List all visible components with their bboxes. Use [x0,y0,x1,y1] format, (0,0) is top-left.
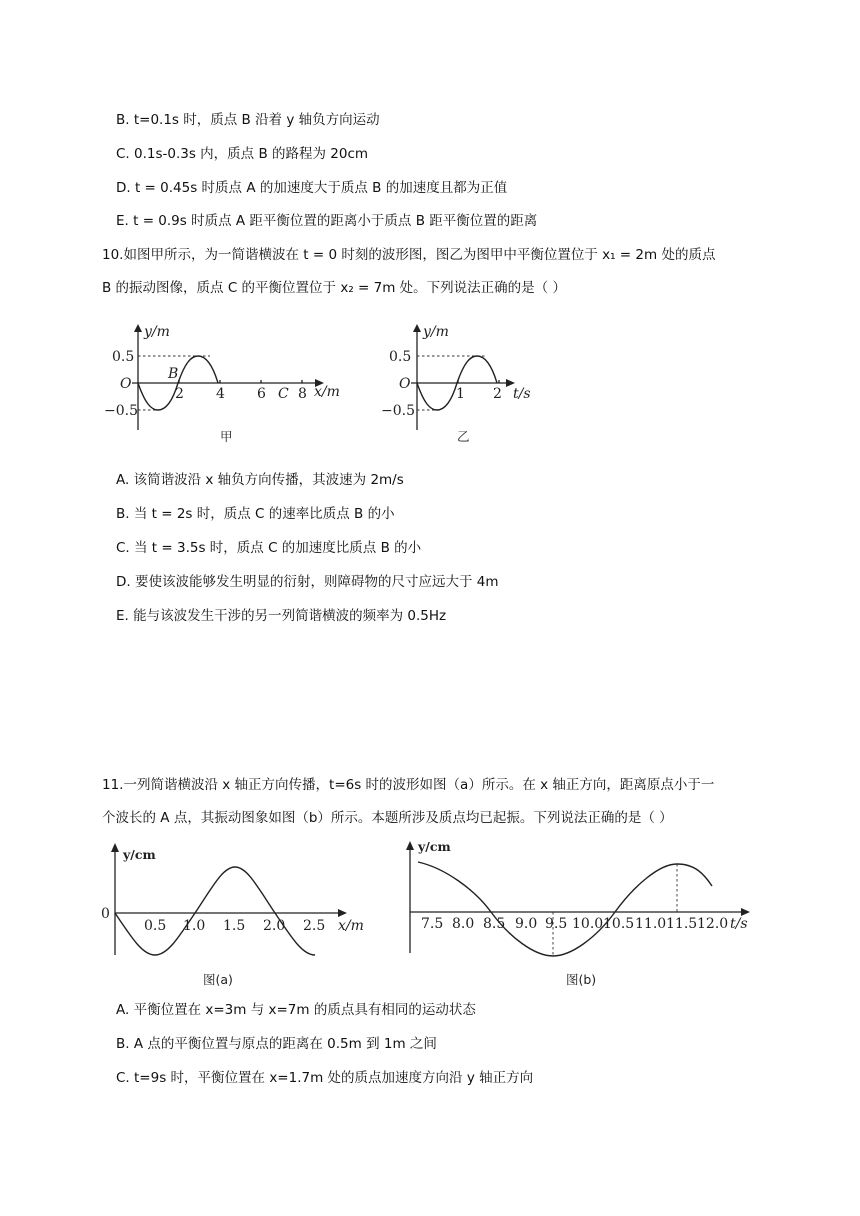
xtick-0-5: 0.5 [144,918,167,934]
y-axis-arrow [134,324,142,332]
ytick-pos: 0.5 [389,349,412,365]
q9-option-b: B. t=0.1s 时，质点 B 沿着 y 轴负方向运动 [116,112,380,128]
xtick-12-0: 12.0 [697,916,729,932]
point-b-label: B [168,366,179,382]
x-axis-arrow [338,909,347,917]
q11-option-c: C. t=9s 时，平衡位置在 x=1.7m 处的质点加速度方向沿 y 轴正方向 [116,1070,534,1086]
q9-option-d: D. t = 0.45s 时质点 A 的加速度大于质点 B 的加速度且都为正值 [116,180,508,196]
q11-option-a: A. 平衡位置在 x=3m 与 x=7m 的质点具有相同的运动状态 [116,1002,476,1018]
q11-option-b: B. A 点的平衡位置与原点的距离在 0.5m 到 1m 之间 [116,1036,437,1052]
q11-stem-line2: 个波长的 A 点，其振动图象如图（b）所示。本题所涉及质点均已起振。下列说法正确的是（ ） [102,810,673,826]
q10-option-a: A. 该简谐波沿 x 轴负方向传播，其波速为 2m/s [116,472,404,488]
x-axis-label: x/m [338,918,364,934]
xtick-9-5: 9.5 [545,916,568,932]
xtick-2-0: 2.0 [263,918,286,934]
y-axis-label: y/cm [418,839,451,854]
y-axis-arrow [111,843,119,852]
q10-stem-line2: B 的振动图像，质点 C 的平衡位置位于 x₂ = 7m 处。下列说法正确的是（ ） [102,280,566,296]
y-axis-label: y/m [144,324,170,340]
q10-option-b: B. 当 t = 2s 时，质点 C 的速率比质点 B 的小 [116,506,395,522]
xtick-2-5: 2.5 [303,918,326,934]
q9-option-c: C. 0.1s-0.3s 内，质点 B 的路程为 20cm [116,146,369,162]
xtick-10-0: 10.0 [572,916,604,932]
xtick-8-5: 8.5 [483,916,506,932]
point-c-label: C [278,386,289,402]
xtick-2: 2 [493,386,502,402]
figure-yi-vibration-graph [375,318,565,448]
figure-a-wave-graph [95,840,365,990]
ytick-pos: 0.5 [112,349,135,365]
q10-stem-line1: 10.如图甲所示，为一简谐横波在 t = 0 时刻的波形图，图乙为图甲中平衡位置位于 x₁ = 2m 处的质点 [102,247,716,263]
q10-option-d: D. 要使该波能够发生明显的衍射，则障碍物的尺寸应远大于 4m [116,574,499,590]
figure-b-vibration-graph [400,838,760,988]
xtick-8: 8 [298,386,307,402]
origin-label: O [399,376,411,392]
xtick-1-0: 1.0 [183,918,206,934]
q10-option-c: C. 当 t = 3.5s 时，质点 C 的加速度比质点 B 的小 [116,540,422,556]
xtick-6: 6 [257,386,266,402]
q10-option-e: E. 能与该波发生干涉的另一列简谐横波的频率为 0.5Hz [116,608,447,624]
xtick-4: 4 [216,386,225,402]
xtick-10-5: 10.5 [603,916,635,932]
xtick-11-5: 11.5 [666,916,698,932]
q9-option-e: E. t = 0.9s 时质点 A 距平衡位置的距离小于质点 B 距平衡位置的距离 [116,213,538,229]
origin-label: 0 [101,906,110,922]
figure-a-caption: 图(a) [203,972,233,987]
xtick-1-5: 1.5 [223,918,246,934]
origin-label: O [120,376,132,392]
wave-curve [115,867,315,955]
xtick-8-0: 8.0 [452,916,475,932]
xtick-2: 2 [175,386,184,402]
xtick-9-0: 9.0 [515,916,538,932]
xtick-11-0: 11.0 [635,916,667,932]
figure-yi-caption: 乙 [457,429,470,444]
y-axis-arrow [413,324,421,332]
ytick-neg: −0.5 [381,403,415,419]
y-axis-label: y/m [423,324,449,340]
y-axis-arrow [406,841,414,850]
y-axis-label: y/cm [123,847,156,862]
x-axis-label: t/s [513,386,531,402]
xtick-1: 1 [456,386,465,402]
xtick-7-5: 7.5 [421,916,444,932]
figure-jia-caption: 甲 [220,429,233,444]
x-axis-arrow [741,908,750,916]
q11-stem-line1: 11.一列简谐横波沿 x 轴正方向传播，t=6s 时的波形如图（a）所示。在 x 轴正方向，距离原点小于一 [102,777,715,793]
ytick-neg: −0.5 [104,403,138,419]
vibration-curve [418,862,712,956]
figure-jia-wave-graph [100,318,340,448]
x-axis-label: x/m [314,384,340,400]
figure-b-caption: 图(b) [566,972,597,987]
x-axis-label: t/s [730,916,748,932]
